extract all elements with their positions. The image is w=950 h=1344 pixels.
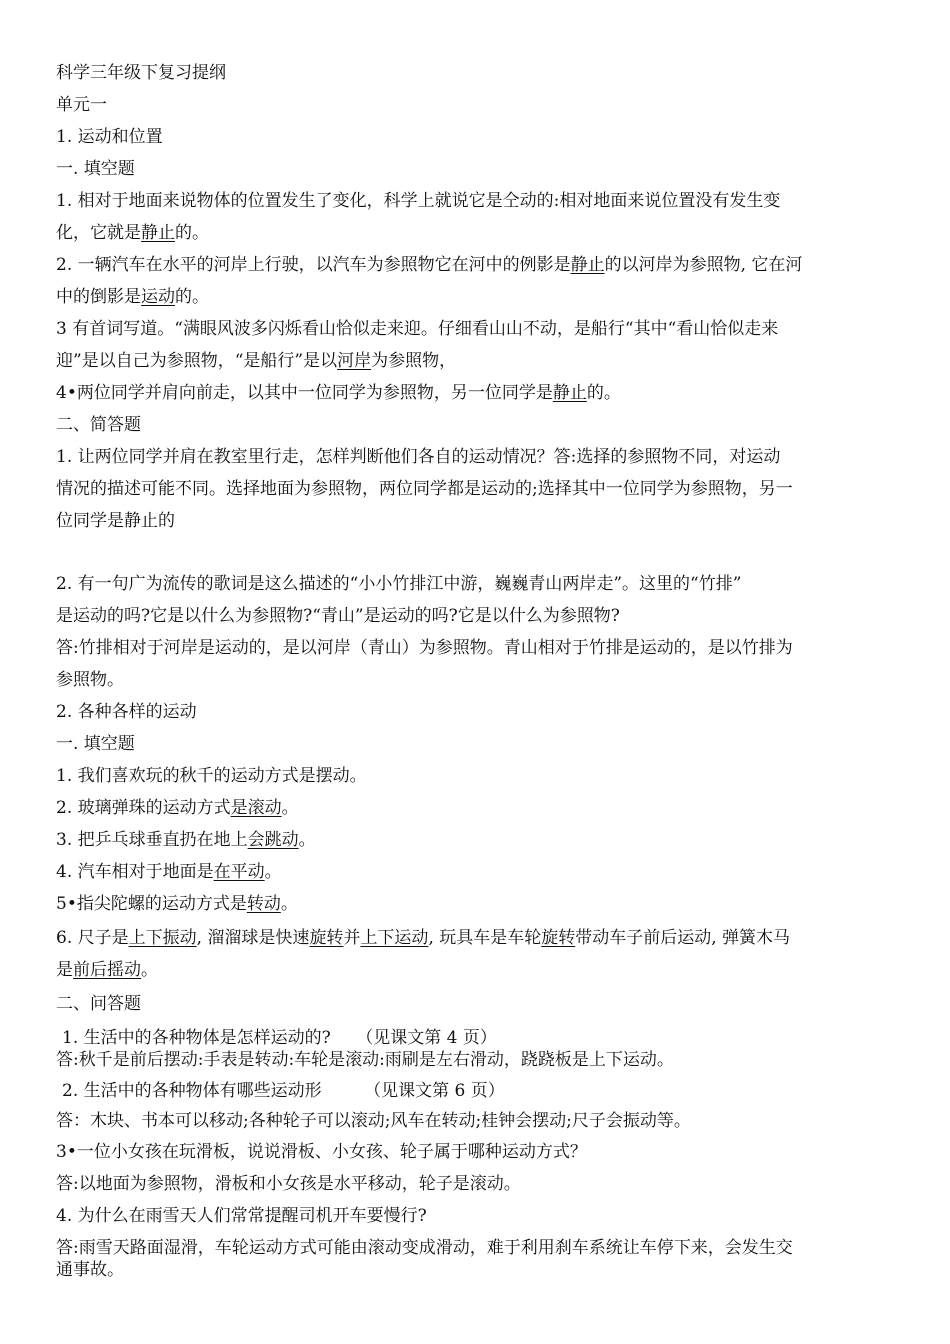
s2-qa1-question: 1. 生活中的各种物体是怎样运动的? （见课文第 4 页） bbox=[62, 1028, 497, 1048]
s2-qa2-answer: 答：木块、书本可以移动;各种轮子可以滚动;风车在转动;桂钟会摆动;尺子会振动等。 bbox=[56, 1111, 691, 1131]
answer-blank: 上下运动 bbox=[360, 928, 429, 948]
answer-blank: 河岸 bbox=[337, 351, 372, 371]
s1-sa1-line-1: 1. 让两位同学并肩在教室里行走，怎样判断他们各自的运动情况？答:选择的参照物不同，对运动 bbox=[56, 447, 781, 467]
s1-sa2-line-3: 答:竹排相对于河岸是运动的，是以河岸（青山）为参照物。青山相对于竹排是运动的，是以竹排为 bbox=[56, 638, 793, 658]
s2-qa1-answer: 答:秋千是前后摆动:手表是转动:车轮是滚动:雨刷是左右滑动，跷跷板是上下运动。 bbox=[56, 1050, 674, 1070]
s2-q6-line-2: 是前后摇动。 bbox=[56, 960, 158, 980]
s1-sa2-line-1: 2. 有一句广为流传的歌词是这么描述的“小小竹排江中游，巍巍青山两岸走”。这里的“竹排” bbox=[56, 574, 742, 594]
answer-blank: 是滚动 bbox=[230, 798, 282, 818]
section-1-heading: 1. 运动和位置 bbox=[56, 127, 163, 147]
answer-blank: 旋转 bbox=[309, 928, 344, 948]
s2-qa4-question: 4. 为什么在雨雪天人们常常提醒司机开车要慢行? bbox=[56, 1206, 427, 1226]
s1-q2-line-1: 2. 一辆汽车在水平的河岸上行驶，以汽车为参照物它在河中的例影是静止的以河岸为参照物, 它在河 bbox=[56, 255, 803, 275]
s1-fill-heading: 一. 填空题 bbox=[56, 159, 135, 179]
s2-qa4-answer-line-2: 通事故。 bbox=[56, 1260, 124, 1280]
section-2-heading: 2. 各种各样的运动 bbox=[56, 702, 197, 722]
s1-sa2-line-2: 是运动的吗?它是以什么为参照物?“青山”是运动的吗?它是以什么为参照物? bbox=[56, 606, 620, 626]
answer-blank: 运动 bbox=[141, 287, 175, 307]
s2-q4: 4. 汽车相对于地面是在平动。 bbox=[56, 862, 282, 882]
s1-sa1-line-3: 位同学是静止的 bbox=[56, 511, 175, 531]
answer-blank: 转动 bbox=[246, 894, 281, 914]
s2-q2: 2. 玻璃弹珠的运动方式是滚动。 bbox=[56, 798, 299, 818]
s1-q1-line-1: 1. 相对于地面来说物体的位置发生了变化，科学上就说它是仝动的:相对地面来说位置没有发生变 bbox=[56, 191, 781, 211]
s2-qa3-question: 3•一位小女孩在玩滑板，说说滑板、小女孩、轮子属于哪种运动方式？ bbox=[56, 1142, 587, 1162]
s2-qa3-answer: 答:以地面为参照物，滑板和小女孩是水平移动，轮子是滚动。 bbox=[56, 1174, 521, 1194]
s1-q3-line-2: 迎”是以自己为参照物，“是船行”是以河岸为参照物， bbox=[56, 351, 457, 371]
s1-q4: 4•两位同学并肩向前走，以其中一位同学为参照物，另一位同学是静止的。 bbox=[56, 383, 621, 403]
s2-fill-heading: 一. 填空题 bbox=[56, 734, 135, 754]
unit-label: 单元一 bbox=[56, 95, 107, 115]
s1-q2-line-2: 中的倒影是运动的。 bbox=[56, 287, 209, 307]
s2-q1: 1. 我们喜欢玩的秋千的运动方式是摆动。 bbox=[56, 766, 367, 786]
s2-q6-line-1: 6. 尺子是上下振动, 溜溜球是快速旋转并上下运动, 玩具车是车轮旋转带动车子前后运动, 弹簧木马 bbox=[56, 928, 791, 948]
s2-qa4-answer-line-1: 答:雨雪天路面湿滑，车轮运动方式可能由滚动变成滑动，难于利用刹车系统让车停下来，会发生交 bbox=[56, 1238, 793, 1258]
answer-blank: 前后摇动 bbox=[73, 960, 141, 980]
answer-blank: 静止 bbox=[552, 383, 587, 403]
s1-q1-line-2: 化，它就是静止的。 bbox=[56, 223, 209, 243]
answer-blank: 旋转 bbox=[541, 928, 576, 948]
answer-blank: 静止 bbox=[570, 255, 605, 275]
s2-qa2-question: 2. 生活中的各种物体有哪些运动形 （见课文第 6 页） bbox=[62, 1081, 505, 1101]
s2-q3: 3. 把乒乓球垂直扔在地上会跳动。 bbox=[56, 830, 316, 850]
s2-qa-heading: 二、问答题 bbox=[56, 994, 141, 1014]
s1-sa2-line-4: 参照物。 bbox=[56, 670, 124, 690]
answer-blank: 在平动 bbox=[213, 862, 265, 882]
s2-q5: 5•指尖陀螺的运动方式是转动。 bbox=[56, 894, 298, 914]
answer-blank: 上下振动 bbox=[128, 928, 197, 948]
s1-sa1-line-2: 情况的描述可能不同。选择地面为参照物，两位同学都是运动的;选择其中一位同学为参照物，另一 bbox=[56, 479, 793, 499]
answer-blank: 会跳动 bbox=[247, 830, 299, 850]
doc-title: 科学三年级下复习提纲 bbox=[56, 63, 226, 83]
s1-short-heading: 二、简答题 bbox=[56, 415, 141, 435]
s1-q3-line-1: 3 有首词写道。“满眼风波多闪烁看山恰似走来迎。仔细看山山不动，是船行“其中“看山恰似走来 bbox=[56, 319, 779, 339]
answer-blank: 静止 bbox=[141, 223, 175, 243]
